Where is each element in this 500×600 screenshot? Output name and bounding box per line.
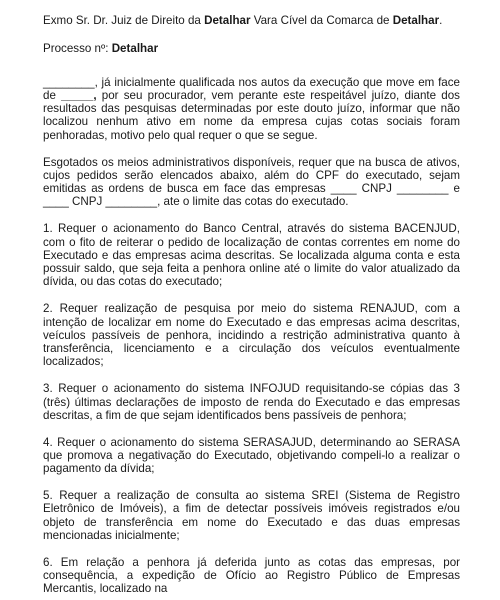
intro-text-a: ________, já inicialmente qualificada nos autos da execução que move em face de <box>43 75 460 102</box>
request-junta-comercial: 6. Em relação a penhora já deferida junto as cotas das empresas, por consequência, a expedição de Ofício ao Registro Público de Empresas Mercantis, localizado na <box>43 555 460 596</box>
process-number <box>43 42 460 55</box>
address-text-1: Exmo Sr. Dr. Juiz de Direito da <box>43 14 205 27</box>
address-text-3: . <box>439 14 443 27</box>
request-renajud: 2. Requer realização de pesquisa por meio do sistema RENAJUD, com a intenção de localizar em nome do Executado e das empresas acima descritas, veículos passíveis de penhora, incidindo a restrição administrativa quanto à transferência, licenciamento e a circulação dos veículos eventualmente localizados; <box>43 302 460 369</box>
intro-paragraph <box>43 76 460 142</box>
executed-blank: _____, <box>61 88 97 102</box>
process-label: Processo nº: <box>43 42 112 56</box>
request-bacenjud: 1. Requer o acionamento do Banco Central, através do sistema BACENJUD, com o fito de reiterar o pedido de localização de contas correntes em nome do Executado e das empresas acima descritas. Se localizada alguma conta e esta possuir saldo, que seja feita a penhora online até o limite do valor atualizado da dívida, ou das cotas do executado; <box>43 222 460 289</box>
district-placeholder: Detalhar <box>392 14 440 27</box>
process-value: Detalhar <box>111 42 159 56</box>
request-serasajud: 4. Requer o acionamento do sistema SERASAJUD, determinando ao SERASA que promova a negativação do Executado, objetivando compeli-lo a realizar o pagamento da dívida; <box>43 435 460 476</box>
search-request-paragraph: Esgotados os meios administrativos disponíveis, requer que na busca de ativos, cujos pedidos serão elencados abaixo, além do CPF do executado, sejam emitidas as ordens de busca em face das empresas ____ CNPJ ________ e ____ CNPJ ________, ate o limite das cotas do executado. <box>43 155 460 209</box>
court-address <box>43 14 460 27</box>
intro-text-b: por seu procurador, vem perante este respeitável juízo, diante dos resultados das pesquisas determinadas por este douto juízo, informar que não localizou nenhum ativo em nome da empresa cujas cotas sociais foram penhoradas, motivo pelo qual requer o que se segue. <box>43 88 460 142</box>
request-srei: 5. Requer a realização de consulta ao sistema SREI (Sistema de Registro Eletrônico de Imóveis), a fim de detectar possíveis imóveis registrados e/ou objeto de transferência em nome do Executado e das duas empresas mencionadas inicialmente; <box>43 489 460 542</box>
court-placeholder: Detalhar <box>204 14 251 27</box>
address-text-2: Vara Cível da Comarca de <box>250 14 393 27</box>
request-infojud: 3. Requer o acionamento do sistema INFOJUD requisitando-se cópias das 3 (três) últimas declarações de imposto de renda do Executado e das empresas descritas, a fim de que sejam identificados bens passíveis de penhora; <box>43 382 460 422</box>
